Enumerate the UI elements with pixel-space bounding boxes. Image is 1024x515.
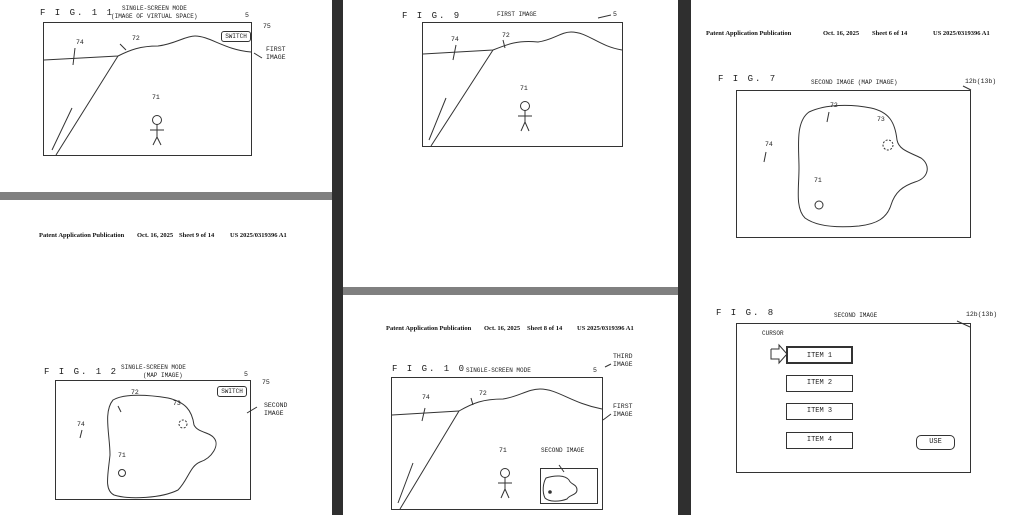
fig11-ref-ground: 74 xyxy=(76,39,84,46)
fig9-ref-screen: 5 xyxy=(613,11,617,18)
fig11-scene xyxy=(0,0,332,192)
header-number: US 2025/0319396 A1 xyxy=(577,325,634,332)
fig10-mini-character xyxy=(549,491,552,494)
fig10-cliff xyxy=(398,411,459,509)
fig10-label: F I G. 1 0 xyxy=(392,364,467,374)
header-number: US 2025/0319396 A1 xyxy=(933,30,990,37)
header-publication: Patent Application Publication xyxy=(39,232,125,239)
use-button[interactable]: USE xyxy=(916,435,955,450)
menu-item-2[interactable]: ITEM 2 xyxy=(786,375,853,392)
fig11-ref-character: 71 xyxy=(152,94,160,101)
fig7-ref-marker: 73 xyxy=(877,116,885,123)
fig9-character-body xyxy=(518,110,532,131)
fig12-caption-line2: (MAP IMAGE) xyxy=(143,372,183,379)
fig12-ref-switch: 75 xyxy=(262,379,270,386)
fig11-ref-switch: 75 xyxy=(263,23,271,30)
fig12-ref-character: 71 xyxy=(118,452,126,459)
page-separator xyxy=(0,192,332,200)
fig10-ref-screen: 5 xyxy=(593,367,597,374)
fig7-ref-character: 71 xyxy=(814,177,822,184)
fig11-ref-screen: 5 xyxy=(245,12,249,19)
fig12-ref-ridge: 72 xyxy=(131,389,139,396)
fig10-ref-ground: 74 xyxy=(422,394,430,401)
fig10-ref-ridge: 72 xyxy=(479,390,487,397)
fig12-switch-button[interactable]: SWITCH xyxy=(217,386,247,397)
fig10-horizon xyxy=(392,389,602,415)
fig10-ref-character: 71 xyxy=(499,447,507,454)
patent-page-fig7 xyxy=(691,0,1024,287)
fig10-character-head xyxy=(501,469,510,478)
fig7-character-71 xyxy=(815,201,823,209)
fig9-label: F I G. 9 xyxy=(402,11,462,21)
fig8-cursor-graphic xyxy=(691,287,1024,515)
menu-item-1[interactable]: ITEM 1 xyxy=(786,346,853,364)
fig11-label: F I G. 1 1 xyxy=(40,8,115,18)
fig8-ref-screen: 12b(13b) xyxy=(966,311,998,318)
fig9-ref-character: 71 xyxy=(520,85,528,92)
menu-item-3[interactable]: ITEM 3 xyxy=(786,403,853,420)
fig12-caption-line1: SINGLE-SCREEN MODE xyxy=(121,364,186,371)
header-date: Oct. 16, 2025 xyxy=(137,232,174,239)
fig11-cliff xyxy=(52,56,118,155)
fig12-ref-marker: 73 xyxy=(173,400,181,407)
fig9-caption: FIRST IMAGE xyxy=(497,11,537,18)
fig9-ref-ground: 74 xyxy=(451,36,459,43)
fig9-ref-ridge: 72 xyxy=(502,32,510,39)
fig10-third-line1: THIRD xyxy=(613,353,633,360)
fig10-scene xyxy=(343,295,678,515)
cursor-arrow-icon xyxy=(771,345,787,363)
fig11-first-line1: FIRST xyxy=(266,46,286,53)
fig12-ref-screen: 5 xyxy=(244,371,248,378)
menu-item-4[interactable]: ITEM 4 xyxy=(786,432,853,449)
header-date: Oct. 16, 2025 xyxy=(823,30,860,37)
fig10-third-line2: IMAGE xyxy=(613,361,633,368)
fig10-mini-map xyxy=(543,476,577,501)
fig10-second-image-label: SECOND IMAGE xyxy=(541,447,585,454)
fig12-character-71 xyxy=(119,470,126,477)
fig8-label: F I G. 8 xyxy=(716,308,776,318)
fig10-first-line1: FIRST xyxy=(613,403,633,410)
fig7-ref-ridge: 72 xyxy=(830,102,838,109)
fig11-first-line2: IMAGE xyxy=(266,54,286,61)
fig12-second-line1: SECOND xyxy=(264,402,288,409)
header-publication: Patent Application Publication xyxy=(386,325,472,332)
fig11-character-head xyxy=(153,116,162,125)
fig8-caption: SECOND IMAGE xyxy=(834,312,878,319)
fig7-ref-ground: 74 xyxy=(765,141,773,148)
fig11-ref-ridge: 72 xyxy=(132,35,140,42)
fig8-cursor-label: CURSOR xyxy=(762,330,784,337)
page-separator xyxy=(343,287,678,295)
patent-page-fig8 xyxy=(691,287,1024,515)
patent-page-fig9 xyxy=(343,0,678,287)
header-date: Oct. 16, 2025 xyxy=(484,325,521,332)
header-sheet: Sheet 6 of 14 xyxy=(872,30,908,37)
fig12-label: F I G. 1 2 xyxy=(44,367,119,377)
fig12-marker-73 xyxy=(179,420,187,428)
fig12-island xyxy=(108,395,217,497)
patent-page-fig10 xyxy=(343,295,678,515)
fig7-ref-screen: 12b(13b) xyxy=(965,78,997,85)
fig7-map xyxy=(691,0,1024,287)
fig12-map xyxy=(0,200,332,515)
fig11-character-body xyxy=(150,124,164,145)
patent-page-fig11 xyxy=(0,0,332,192)
header-publication: Patent Application Publication xyxy=(706,30,792,37)
header-number: US 2025/0319396 A1 xyxy=(230,232,287,239)
fig12-ref-ground: 74 xyxy=(77,421,85,428)
fig9-character-head xyxy=(521,102,530,111)
header-sheet: Sheet 9 of 14 xyxy=(179,232,215,239)
fig11-switch-button[interactable]: SWITCH xyxy=(221,31,251,42)
fig10-caption: SINGLE-SCREEN MODE xyxy=(466,367,531,374)
fig12-second-line2: IMAGE xyxy=(264,410,284,417)
patent-page-fig12 xyxy=(0,200,332,515)
fig9-cliff xyxy=(429,50,493,146)
fig10-character-body xyxy=(498,477,512,498)
header-sheet: Sheet 8 of 14 xyxy=(527,325,563,332)
fig11-caption-line2: (IMAGE OF VIRTUAL SPACE) xyxy=(111,13,198,20)
fig7-marker-73 xyxy=(883,140,893,150)
fig7-label: F I G. 7 xyxy=(718,74,778,84)
fig7-caption: SECOND IMAGE (MAP IMAGE) xyxy=(811,79,898,86)
fig11-caption-line1: SINGLE-SCREEN MODE xyxy=(122,5,187,12)
fig9-scene xyxy=(343,0,678,287)
fig10-first-line2: IMAGE xyxy=(613,411,633,418)
